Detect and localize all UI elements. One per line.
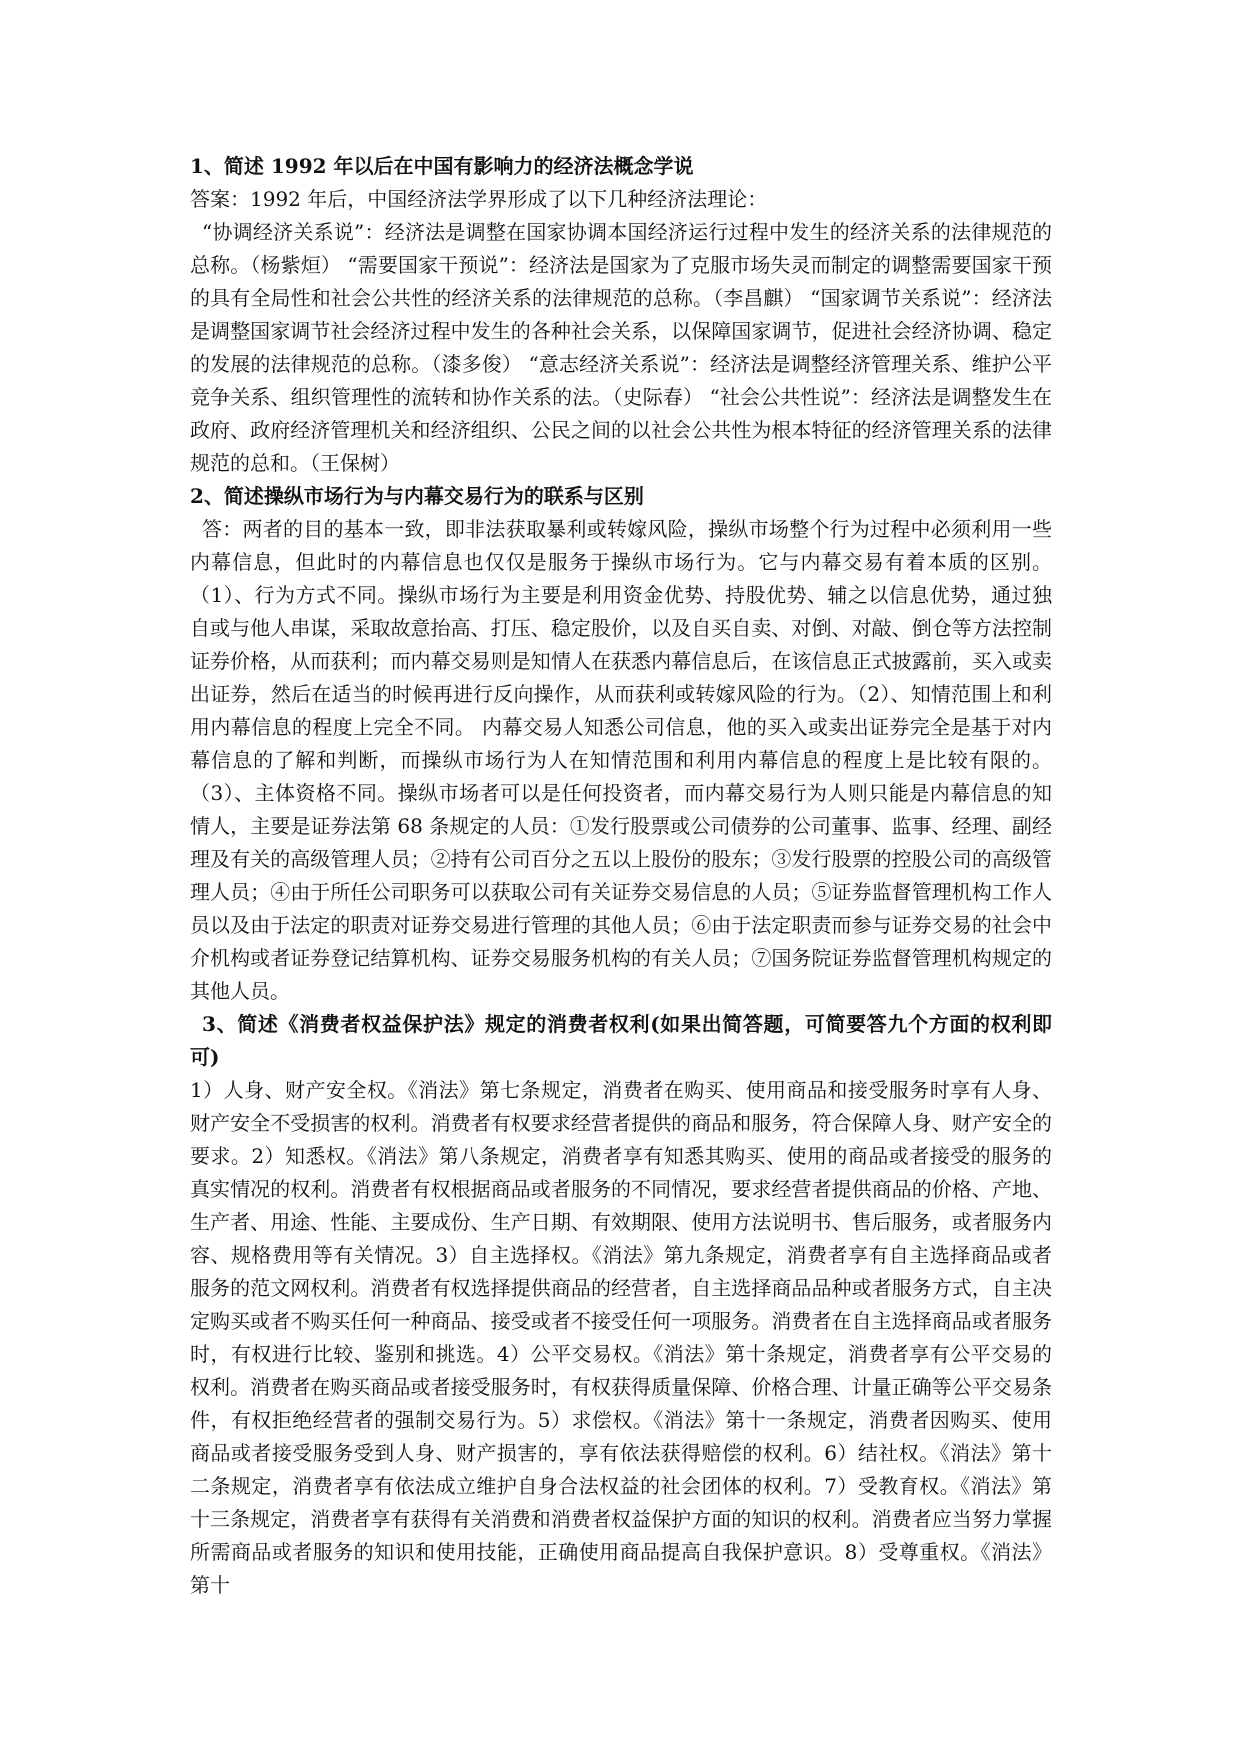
section-heading: 1、简述 1992 年以后在中国有影响力的经济法概念学说: [190, 154, 694, 178]
document-page: [190, 150, 1052, 1602]
answer-intro: 答案：1992 年后，中国经济法学界形成了以下几种经济法理论：: [190, 187, 768, 211]
section-heading: 2、简述操纵市场行为与内幕交易行为的联系与区别: [190, 484, 644, 508]
answer-paragraph: 答：两者的目的基本一致，即非法获取暴利或转嫁风险，操纵市场整个行为过程中必须利用一些内幕信息，但此时的内幕信息也仅仅是服务于操纵市场行为。它与内幕交易有着本质的区别。（1）、行为方式不同。操纵市场行为主要是利用资金优势、持股优势、辅之以信息优势，通过独自或与他人串谋，采取故意抬高、打压、稳定股价，以及自买自卖、对倒、对敲、倒仓等方法控制证券价格，从而获利；而内幕交易则是知情人在获悉内幕信息后，在该信息正式披露前，买入或卖出证券，然后在适当的时候再进行反向操作，从而获利或转嫁风险的行为。（2）、知情范围上和利用内幕信息的程度上完全不同。 内幕交易人知悉公司信息，他的买入或卖出证券完全是基于对内幕信息的了解和判断，而操纵市场行为人在知情范围和利用内幕信息的程度上是比较有限的。（3）、主体资格不同。操纵市场者可以是任何投资者，而内幕交易行为人则只能是内幕信息的知情人，主要是证券法第 68 条规定的人员：①发行股票或公司债券的公司董事、监事、经理、副经理及有关的高级管理人员；②持有公司百分之五以上股份的股东；③发行股票的控股公司的高级管理人员；④由于所任公司职务可以获取公司有关证券交易信息的人员；⑤证券监督管理机构工作人员以及由于法定的职责对证券交易进行管理的其他人员；⑥由于法定职责而参与证券交易的社会中介机构或者证券登记结算机构、证券交易服务机构的有关人员；⑦国务院证券监督管理机构规定的其他人员。: [190, 517, 1052, 1003]
theory-list-paragraph: “协调经济关系说”：经济法是调整在国家协调本国经济运行过程中发生的经济关系的法律规范的总称。（杨紫烜） “需要国家干预说”：经济法是国家为了克服市场失灵而制定的调整需要国家干预的具有全局性和社会公共性的经济关系的法律规范的总称。（李昌麒） “国家调节关系说”：经济法是调整国家调节社会经济过程中发生的各种社会关系，以保障国家调节，促进社会经济协调、稳定的发展的法律规范的总称。（漆多俊） “意志经济关系说”：经济法是调整经济管理关系、维护公平竞争关系、组织管理性的流转和协作关系的法。（史际春） “社会公共性说”：经济法是调整发生在政府、政府经济管理机关和经济组织、公民之间的以社会公共性为根本特征的经济管理关系的法律规范的总和。（王保树）: [190, 220, 1052, 475]
section-heading: 3、简述《消费者权益保护法》规定的消费者权利(如果出简答题，可简要答九个方面的权利即可): [190, 1012, 1052, 1069]
rights-paragraph: 1）人身、财产安全权。《消法》第七条规定，消费者在购买、使用商品和接受服务时享有人身、财产安全不受损害的权利。消费者有权要求经营者提供的商品和服务，符合保障人身、财产安全的要求。2）知悉权。《消法》第八条规定，消费者享有知悉其购买、使用的商品或者接受的服务的真实情况的权利。消费者有权根据商品或者服务的不同情况，要求经营者提供商品的价格、产地、生产者、用途、性能、主要成份、生产日期、有效期限、使用方法说明书、售后服务，或者服务内容、规格费用等有关情况。3）自主选择权。《消法》第九条规定，消费者享有自主选择商品或者服务的范文网权利。消费者有权选择提供商品的经营者，自主选择商品品种或者服务方式，自主决定购买或者不购买任何一种商品、接受或者不接受任何一项服务。消费者在自主选择商品或者服务时，有权进行比较、鉴别和挑选。4）公平交易权。《消法》第十条规定，消费者享有公平交易的权利。消费者在购买商品或者接受服务时，有权获得质量保障、价格合理、计量正确等公平交易条件，有权拒绝经营者的强制交易行为。5）求偿权。《消法》第十一条规定，消费者因购买、使用商品或者接受服务受到人身、财产损害的，享有依法获得赔偿的权利。6）结社权。《消法》第十二条规定，消费者享有依法成立维护自身合法权益的社会团体的权利。7）受教育权。《消法》第十三条规定，消费者享有获得有关消费和消费者权益保护方面的知识的权利。消费者应当努力掌握所需商品或者服务的知识和使用技能，正确使用商品提高自我保护意识。8）受尊重权。《消法》第十: [190, 1078, 1052, 1597]
